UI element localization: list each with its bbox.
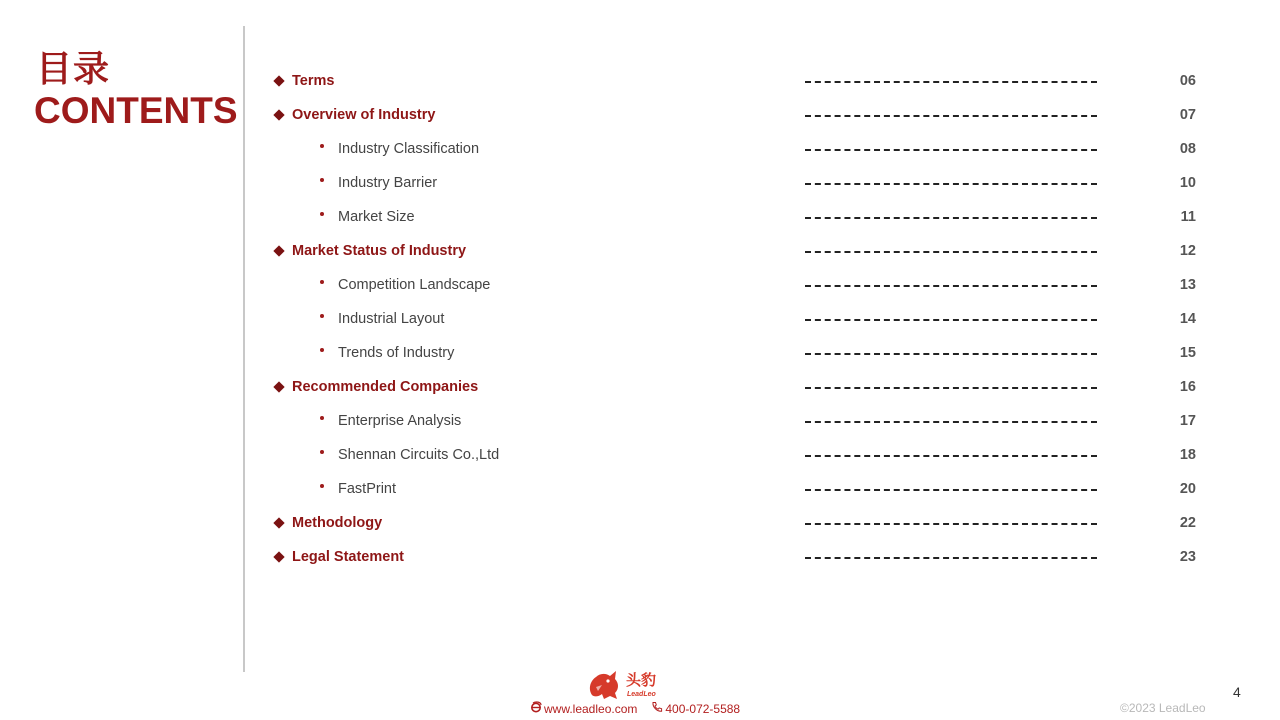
toc-page-number: 07	[1179, 107, 1196, 123]
dotted-leader	[805, 489, 1097, 491]
toc-page-number: 11	[1180, 209, 1196, 225]
toc-entry[interactable]	[270, 540, 1210, 574]
toc-entry-label-wrap	[270, 175, 840, 191]
toc-subsection-title: Competition Landscape	[338, 277, 491, 293]
dotted-leader	[805, 81, 1097, 83]
toc-page-number: 15	[1179, 345, 1196, 361]
toc-entry[interactable]	[270, 370, 1210, 404]
diamond-bullet-icon	[273, 109, 284, 120]
toc-entry-label-wrap	[270, 345, 840, 361]
toc-subsection-title: Enterprise Analysis	[338, 413, 462, 429]
toc-page-number: 22	[1179, 515, 1196, 531]
dot-bullet-icon	[320, 314, 324, 318]
toc-entry[interactable]	[270, 98, 1210, 132]
dotted-leader	[805, 183, 1097, 185]
phone-number: 400-072-5588	[665, 701, 741, 716]
phone-icon	[651, 701, 663, 716]
table-of-contents	[270, 64, 1210, 574]
toc-entry[interactable]	[270, 268, 1210, 302]
dot-bullet-icon	[320, 212, 324, 216]
toc-entry[interactable]	[270, 166, 1210, 200]
footer-contact	[530, 701, 740, 716]
toc-entry[interactable]	[270, 438, 1210, 472]
dotted-leader	[805, 353, 1097, 355]
toc-page-number: 18	[1179, 447, 1196, 463]
toc-entry[interactable]	[270, 404, 1210, 438]
toc-page-number: 10	[1179, 175, 1196, 191]
toc-entry-label-wrap	[270, 379, 794, 395]
dot-bullet-icon	[320, 348, 324, 352]
diamond-bullet-icon	[273, 551, 284, 562]
toc-entry[interactable]	[270, 234, 1210, 268]
toc-subsection-title: Market Size	[338, 209, 415, 225]
diamond-bullet-icon	[273, 517, 284, 528]
dot-bullet-icon	[320, 144, 324, 148]
page-number: 4	[1233, 684, 1241, 700]
toc-entry-label-wrap	[270, 277, 840, 293]
toc-page-number: 16	[1179, 379, 1196, 395]
toc-entry-label-wrap	[270, 73, 794, 89]
toc-entry-label-wrap	[270, 141, 840, 157]
copyright: ©2023 LeadLeo	[1120, 701, 1206, 715]
toc-section-title: Legal Statement	[292, 549, 404, 565]
dotted-leader	[805, 319, 1097, 321]
toc-page-number: 23	[1179, 549, 1196, 565]
toc-section-title: Market Status of Industry	[292, 243, 467, 259]
dotted-leader	[805, 251, 1097, 253]
vertical-divider	[243, 26, 245, 672]
toc-entry[interactable]	[270, 472, 1210, 506]
dotted-leader	[805, 217, 1097, 219]
toc-entry-label-wrap	[270, 413, 840, 429]
toc-subsection-title: Industry Classification	[338, 141, 480, 157]
toc-entry[interactable]	[270, 506, 1210, 540]
toc-entry[interactable]	[270, 336, 1210, 370]
toc-section-title: Recommended Companies	[292, 379, 479, 395]
diamond-bullet-icon	[273, 75, 284, 86]
toc-subsection-title: Shennan Circuits Co.,Ltd	[338, 447, 500, 463]
dotted-leader	[805, 115, 1097, 117]
leadleo-logo	[586, 667, 666, 701]
toc-section-title: Methodology	[292, 515, 383, 531]
logo-en: LeadLeo	[627, 691, 656, 698]
dotted-leader	[805, 421, 1097, 423]
dot-bullet-icon	[320, 416, 324, 420]
toc-section-title: Overview of Industry	[292, 107, 436, 123]
toc-entry-label-wrap	[270, 481, 840, 497]
diamond-bullet-icon	[273, 245, 284, 256]
toc-subsection-title: FastPrint	[338, 481, 397, 497]
toc-entry-label-wrap	[270, 209, 840, 225]
toc-page-number: 13	[1179, 277, 1196, 293]
toc-page-number: 20	[1179, 481, 1196, 497]
logo-cn: 头豹	[626, 671, 657, 689]
toc-entry[interactable]	[270, 200, 1210, 234]
toc-page-number: 06	[1179, 73, 1196, 89]
toc-subsection-title: Trends of Industry	[338, 345, 455, 361]
toc-page-number: 12	[1179, 243, 1196, 259]
toc-page-number: 14	[1179, 311, 1196, 327]
title-en: CONTENTS	[34, 90, 238, 131]
diamond-bullet-icon	[273, 381, 284, 392]
toc-entry-label-wrap	[270, 549, 794, 565]
toc-section-title: Terms	[292, 73, 335, 89]
dot-bullet-icon	[320, 178, 324, 182]
dotted-leader	[805, 285, 1097, 287]
toc-page-number: 08	[1179, 141, 1196, 157]
toc-entry[interactable]	[270, 302, 1210, 336]
toc-entry-label-wrap	[270, 243, 794, 259]
dotted-leader	[805, 149, 1097, 151]
toc-entry[interactable]	[270, 64, 1210, 98]
toc-entry[interactable]	[270, 132, 1210, 166]
dotted-leader	[805, 523, 1097, 525]
dot-bullet-icon	[320, 484, 324, 488]
toc-subsection-title: Industrial Layout	[338, 311, 445, 327]
toc-entry-label-wrap	[270, 107, 794, 123]
toc-entry-label-wrap	[270, 311, 840, 327]
dotted-leader	[805, 387, 1097, 389]
toc-subsection-title: Industry Barrier	[338, 175, 438, 191]
title-cn: 目录	[36, 49, 111, 90]
dotted-leader	[805, 455, 1097, 457]
browser-icon	[530, 701, 542, 716]
dot-bullet-icon	[320, 280, 324, 284]
toc-entry-label-wrap	[270, 447, 840, 463]
toc-page-number: 17	[1179, 413, 1196, 429]
dot-bullet-icon	[320, 450, 324, 454]
toc-entry-label-wrap	[270, 515, 794, 531]
dotted-leader	[805, 557, 1097, 559]
website-link[interactable]: www.leadleo.com	[544, 701, 638, 716]
